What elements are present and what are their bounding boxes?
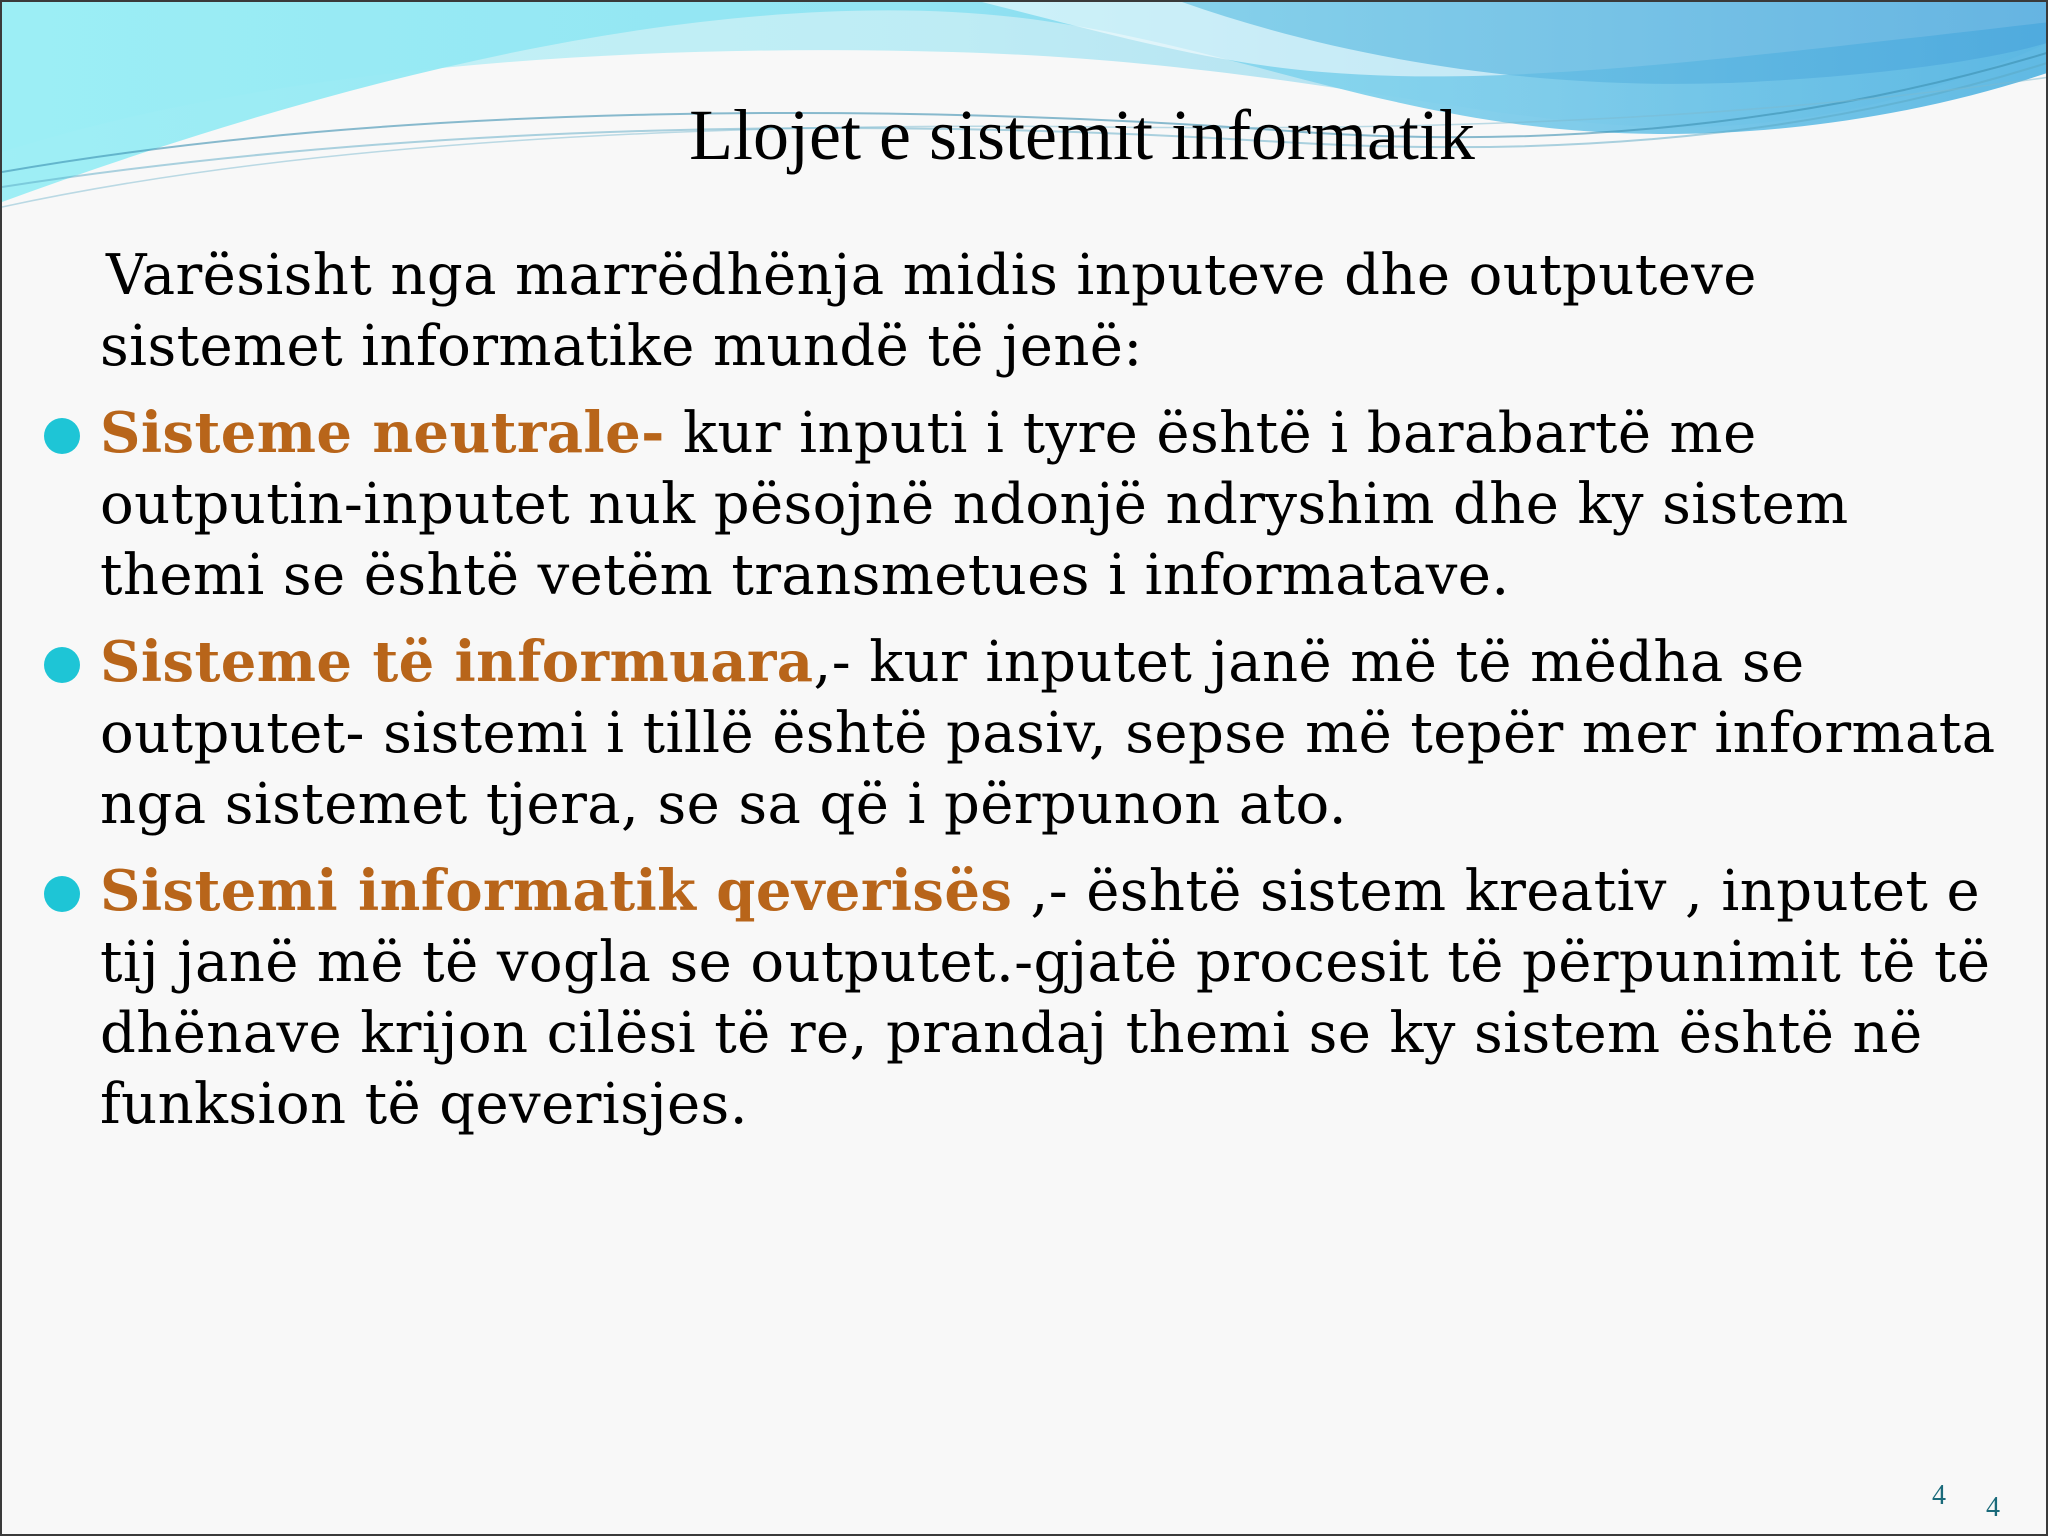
- intro-paragraph: Varësisht nga marrëdhënja midis inputeve dhe outputeve sistemet informatike mundë të jenë:: [100, 243, 1757, 379]
- slide-title: Llojet e sistemit informatik: [689, 95, 1475, 175]
- term-label: Sistemi informatik qeverisës: [100, 858, 1013, 924]
- slide-body: [100, 240, 2010, 1156]
- page-number-secondary: 4: [1986, 1492, 2000, 1523]
- term-label: Sisteme të informuara: [100, 629, 814, 695]
- bullet-icon: [44, 418, 80, 454]
- bullet-list: [100, 398, 2010, 1140]
- bullet-icon: [44, 647, 80, 683]
- page-number: 4: [1932, 1480, 1946, 1511]
- term-description: ,- kur inputet janë më të mëdha se outputet- sistemi i tillë është pasiv, sepse më tepër mer informata nga sistemet tjera, se sa që i përpunon ato.: [100, 630, 1996, 837]
- list-item: [100, 398, 2010, 611]
- term-label: Sisteme neutrale-: [100, 400, 665, 466]
- bullet-icon: [44, 876, 80, 912]
- list-item: [100, 627, 2010, 840]
- term-description: kur inputi i tyre është i barabartë me outputin-inputet nuk pësojnë ndonjë ndryshim dhe ky sistem themi se është vetëm transmetues i informatave.: [100, 401, 1849, 608]
- list-item: [100, 856, 2010, 1140]
- term-description: ,- është sistem kreativ , inputet e tij janë më të vogla se outputet.-gjatë procesit të përpunimit të të dhënave krijon cilësi të re, prandaj themi se ky sistem është në funksion të qeverisjes.: [100, 859, 1991, 1137]
